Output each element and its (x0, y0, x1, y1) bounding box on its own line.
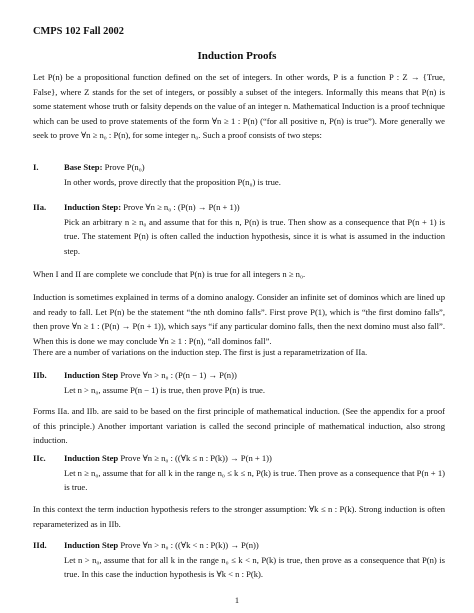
step-formula: Prove ∀n > n₀ : ((∀k < n : P(k)) → P(n)) (120, 540, 259, 550)
domino-paragraph: Induction is sometimes explained in terms of a domino analogy. Consider an infinite set of dominos which are lined up and ready to fall. Let P(n) be the statement “the nth domino falls”. First prove P(1), which is “the first domino falls”, then prove ∀n ≥ 1 : (P(n) → P(n + 1)), which says “if any particular domino falls, then the next domino must also fall”. When this is done we may conclude ∀n ≥ 1 : P(n), “all dominos fall”. (33, 292, 445, 346)
step-formula: Prove ∀n ≥ n₀ : (P(n) → P(n + 1)) (123, 202, 240, 212)
step-heading (64, 538, 445, 553)
page-title: Induction Proofs (197, 50, 277, 62)
course-header: CMPS 102 Fall 2002 (33, 26, 124, 37)
step-title: Induction Step (64, 453, 119, 463)
step-heading (64, 368, 445, 383)
variations-paragraph: There are a number of variations on the induction step. The first is just a reparametrization of IIa. (33, 347, 368, 357)
page-number: 1 (234, 596, 240, 605)
step-label: IIa. (33, 202, 47, 212)
step-label: IId. (33, 540, 47, 550)
step-body: Pick an arbitrary n ≥ n₀ and assume that for this n, P(n) is true. Then show as a consequence that P(n + 1) is true. The statement P(n) is often called the induction hypothesis, since it is what is assumed in the induction step. (64, 216, 445, 256)
step-title: Base Step: (64, 162, 103, 172)
intro-paragraph: Let P(n) be a propositional function defined on the set of integers. In other words, P is a function P : Z → {True, False}, where Z stands for the set of integers, or possibly a subset of the integers. Informally this means that P(n) is some statement whose truth or falsity depends on the value of an integer n. Mathematical Induction is a proof technique which can be used to prove statements of the form ∀n ≥ 1 : P(n) (“for all positive n, P(n) is true”). More generally we seek to prove ∀n ≥ n₀ : P(n), for some integer n₀. Such a proof consists of two steps: (33, 72, 445, 141)
step-label: I. (33, 162, 39, 172)
step-formula: Prove ∀n > n₀ : (P(n − 1) → P(n)) (120, 370, 237, 380)
step-title: Induction Step (64, 540, 119, 550)
step-heading (64, 200, 445, 215)
step-formula: Prove P(n₀) (104, 162, 145, 172)
step-title: Induction Step (64, 370, 119, 380)
step-body: Let n ≥ n₀, assume that for all k in the range n₀ ≤ k ≤ n, P(k) is true. Then prove as a consequence that P(n + 1) is true. (64, 467, 445, 493)
forms-paragraph: Forms IIa. and IIb. are said to be based on the first principle of mathematical induction. (See the appendix for a proof of this principle.) Another important variation is called the second principle of mathematical induction, also strong induction. (33, 406, 445, 446)
induction-step-iic (33, 451, 445, 495)
step-body: Let n > n₀, assume P(n − 1) is true, then prove P(n) is true. (64, 384, 266, 395)
step-label: IIc. (33, 453, 46, 463)
step-body: In other words, prove directly that the proposition P(n₀) is true. (64, 176, 281, 187)
step-formula: Prove ∀n ≥ n₀ : ((∀k ≤ n : P(k)) → P(n + 1)) (120, 453, 272, 463)
induction-step-iib (33, 368, 445, 397)
step-body: Let n > n₀, assume that for all k in the range n₀ ≤ k < n, P(k) is true, then prove as a consequence that P(n) is true. In this case the induction hypothesis is ∀k < n : P(k). (64, 554, 445, 580)
stronger-paragraph: In this context the term induction hypothesis refers to the stronger assumption: ∀k ≤ n : P(k). Strong induction is often reparameterized as in IIb. (33, 504, 445, 529)
step-heading (64, 451, 445, 466)
base-step (33, 160, 445, 189)
step-label: IIb. (33, 370, 47, 380)
step-title: Induction Step: (64, 202, 122, 212)
conclusion-paragraph: When I and II are complete we conclude that P(n) is true for all integers n ≥ n₀. (33, 269, 306, 279)
induction-step-iia (33, 200, 445, 258)
induction-step-iid (33, 538, 445, 582)
step-heading (64, 160, 445, 175)
